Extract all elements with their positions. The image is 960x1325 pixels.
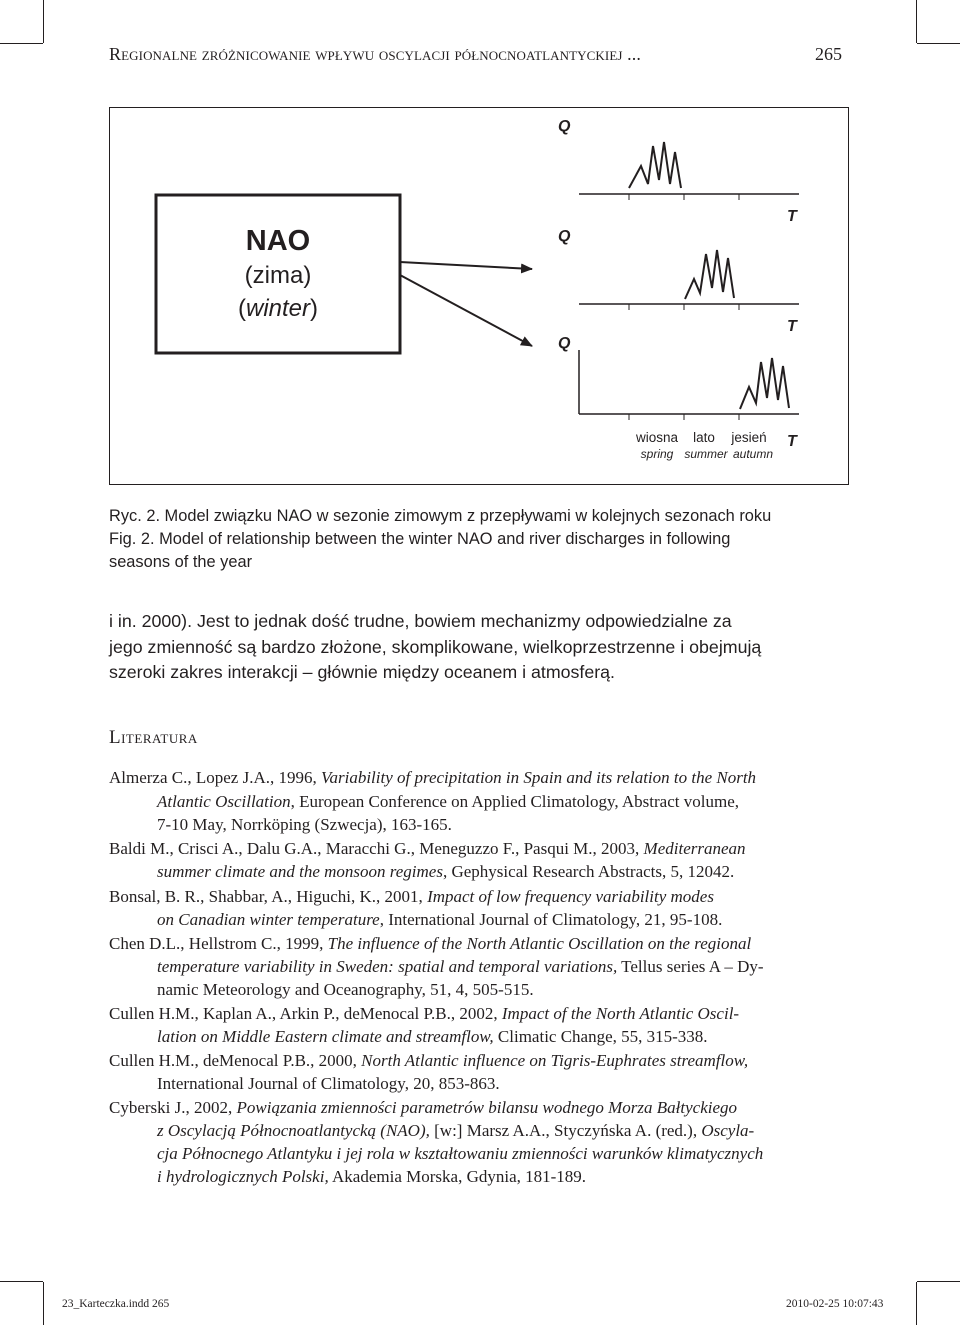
slug-datetime: 2010-02-25 10:07:43 [786,1298,884,1310]
reference-entry-cont: lation on Middle Eastern climate and streamflow, Climatic Change, 55, 315-338. [157,1027,708,1046]
summer-discharge-line [685,250,734,299]
t-axis-label-autumn: T [787,433,797,450]
crop-mark [917,1281,960,1282]
slug-filename: 23_Karteczka.indd 265 [62,1298,170,1310]
reference-entry-cont: i hydrologicznych Polski, Akademia Morska, Gdynia, 181-189. [157,1167,587,1186]
autumn-discharge-line [740,358,789,409]
reference-entry: Cullen H.M., deMenocal P.B., 2000, North Atlantic influence on Tigris-Euphrates streamflow, [109,1051,749,1070]
nao-season-en: (winter) [237,295,319,322]
crop-mark [43,1282,44,1325]
spring-discharge-line [629,142,681,188]
nao-model-diagram [110,108,850,486]
page-number: 265 [815,44,842,64]
autumn-panel [579,350,799,420]
running-header: Regionalne zróżnicowanie wpływu oscylacji północnoatlantyckiej ... [109,44,641,64]
reference-entry-cont: namic Meteorology and Oceanography, 51, 4, 505-515. [157,980,534,999]
t-axis-label-spring: T [787,208,797,225]
caption-pl: Ryc. 2. Model związku NAO w sezonie zimowym z przepływami w kolejnych sezonach roku [109,507,772,525]
season-autumn-en: autumn [732,447,774,461]
reference-entry: Baldi M., Crisci A., Dalu G.A., Maracchi G., Meneguzzo F., Pasqui M., 2003, Mediterranean [109,839,746,858]
season-summer-en: summer [684,447,728,461]
q-axis-label-spring: Q [558,118,571,135]
crop-mark [917,43,960,44]
crop-mark [916,0,917,43]
season-spring-pl: wiosna [635,430,679,445]
reference-entry-cont: summer climate and the monsoon regimes, Gephysical Research Abstracts, 5, 12042. [157,862,735,881]
reference-entry-cont: z Oscylacją Północnoatlantycką (NAO), [w:] Marsz A.A., Styczyńska A. (red.), Oscyla- [157,1121,755,1140]
arrow-to-summer [400,262,532,269]
reference-entry-cont: 7-10 May, Norrköping (Szwecja), 163-165. [157,815,452,834]
paragraph-line: jego zmienność są bardzo złożone, skomplikowane, wielkoprzestrzenne i obejmują [109,637,762,657]
q-axis-label-autumn: Q [558,335,571,352]
reference-entry: Bonsal, B. R., Shabbar, A., Higuchi, K., 2001, Impact of low frequency variability modes [109,887,714,906]
reference-entry-cont: International Journal of Climatology, 20, 853-863. [157,1074,500,1093]
reference-entry-cont: cja Północnego Atlantyku i jej rola w kształtowaniu zmienności warunków klimatycznych [157,1144,764,1163]
season-spring-en: spring [640,447,674,461]
season-autumn-pl: jesień [731,430,767,445]
paragraph-line: i in. 2000). Jest to jednak dość trudne, bowiem mechanizmy odpowiedzialne za [109,611,732,631]
q-axis-label-summer: Q [558,228,571,245]
caption-en-line1: Fig. 2. Model of relationship between the winter NAO and river discharges in following [109,530,731,548]
caption-en-line2: seasons of the year [109,553,253,571]
reference-entry-cont: on Canadian winter temperature, International Journal of Climatology, 21, 95-108. [157,910,723,929]
nao-title: NAO [245,225,311,257]
reference-entry-cont: temperature variability in Sweden: spatial and temporal variations, Tellus series A – Dy- [157,957,764,976]
crop-mark [916,1282,917,1325]
reference-entry: Cyberski J., 2002, Powiązania zmienności parametrów bilansu wodnego Morza Bałtyckiego [109,1098,738,1117]
section-title: Literatura [109,727,198,748]
summer-panel [579,250,799,310]
season-summer-pl: lato [693,430,715,445]
crop-mark [0,43,43,44]
crop-mark [0,1281,43,1282]
reference-entry-cont: Atlantic Oscillation, European Conference on Applied Climatology, Abstract volume, [157,792,739,811]
reference-entry: Cullen H.M., Kaplan A., Arkin P., deMenocal P.B., 2002, Impact of the North Atlantic Oscil- [109,1004,740,1023]
paragraph-line: szeroki zakres interakcji – głównie między oceanem i atmosferą. [109,662,615,682]
spring-panel [579,142,799,200]
t-axis-label-summer: T [787,318,797,335]
crop-mark [43,0,44,43]
nao-season-pl: (zima) [244,262,312,289]
reference-entry: Chen D.L., Hellstrom C., 1999, The influence of the North Atlantic Oscillation on the regional [109,934,752,953]
figure-frame [109,107,849,485]
reference-entry: Almerza C., Lopez J.A., 1996, Variability of precipitation in Spain and its relation to the North [109,768,757,787]
arrow-to-autumn [400,275,532,346]
